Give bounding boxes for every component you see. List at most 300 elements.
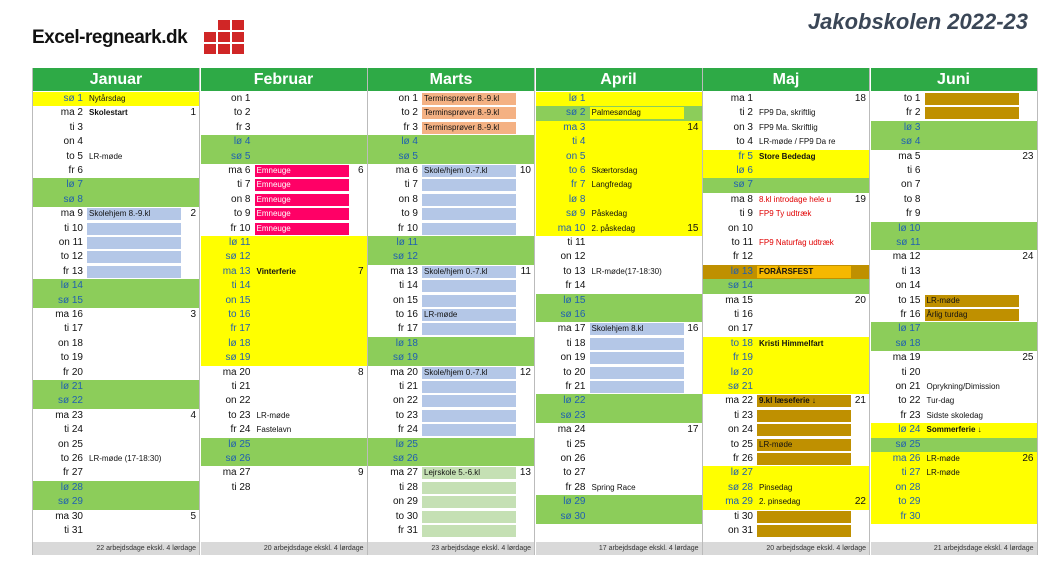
day-label: lø 20 bbox=[730, 366, 753, 378]
day-row[interactable] bbox=[33, 222, 199, 236]
day-row[interactable] bbox=[368, 236, 534, 250]
day-row[interactable] bbox=[33, 250, 199, 264]
event-cell: Skole/hjem 0.-7.kl bbox=[422, 266, 516, 278]
day-label: fr 23 bbox=[900, 409, 921, 421]
event-cell: Tur-dag bbox=[926, 396, 955, 406]
day-row[interactable] bbox=[703, 380, 869, 394]
event-cell: Palmesøndag bbox=[590, 107, 684, 119]
day-row[interactable] bbox=[536, 250, 702, 264]
day-label: ma 17 bbox=[557, 323, 586, 335]
day-row[interactable] bbox=[871, 510, 1037, 524]
day-label: sø 19 bbox=[225, 352, 251, 364]
day-row[interactable] bbox=[33, 294, 199, 308]
day-row[interactable] bbox=[368, 337, 534, 351]
day-row[interactable] bbox=[871, 495, 1037, 509]
day-row[interactable] bbox=[368, 524, 534, 538]
day-row[interactable] bbox=[201, 236, 367, 250]
day-row[interactable] bbox=[871, 279, 1037, 293]
day-row[interactable] bbox=[368, 250, 534, 264]
day-row[interactable] bbox=[201, 135, 367, 149]
day-row[interactable] bbox=[201, 409, 367, 423]
event-cell: Terminsprøver 8.-9.kl bbox=[422, 107, 516, 119]
day-row[interactable] bbox=[871, 481, 1037, 495]
week-number: 9 bbox=[357, 467, 364, 479]
event-cell bbox=[422, 194, 516, 206]
day-row[interactable] bbox=[703, 121, 869, 135]
day-label: to 2 bbox=[233, 107, 251, 119]
day-row[interactable] bbox=[33, 150, 199, 164]
day-row[interactable] bbox=[368, 294, 534, 308]
day-row[interactable] bbox=[33, 481, 199, 495]
day-row[interactable] bbox=[703, 250, 869, 264]
day-row[interactable] bbox=[33, 510, 199, 524]
day-row[interactable] bbox=[33, 351, 199, 365]
day-row[interactable] bbox=[871, 207, 1037, 221]
day-label: on 15 bbox=[225, 294, 251, 306]
day-label: fr 24 bbox=[230, 424, 251, 436]
day-label: lø 14 bbox=[60, 280, 83, 292]
day-row[interactable] bbox=[33, 438, 199, 452]
day-row[interactable] bbox=[703, 409, 869, 423]
day-row[interactable] bbox=[703, 265, 869, 279]
day-row[interactable] bbox=[536, 207, 702, 221]
day-row[interactable] bbox=[33, 135, 199, 149]
day-row[interactable] bbox=[368, 164, 534, 178]
month-header: Maj bbox=[703, 68, 869, 91]
day-row[interactable] bbox=[871, 308, 1037, 322]
day-row[interactable] bbox=[368, 351, 534, 365]
day-label: on 26 bbox=[560, 453, 586, 464]
day-row[interactable] bbox=[536, 236, 702, 250]
day-row[interactable] bbox=[871, 265, 1037, 279]
day-label: lø 25 bbox=[228, 438, 251, 450]
event-cell: Oprykning/Dimission bbox=[926, 382, 1000, 391]
day-row[interactable] bbox=[368, 265, 534, 279]
event-cell bbox=[422, 395, 516, 407]
day-label: fr 16 bbox=[900, 309, 921, 320]
event-cell: LR-møde bbox=[256, 410, 290, 420]
day-row[interactable] bbox=[368, 121, 534, 135]
day-label: ma 24 bbox=[557, 424, 586, 436]
month-footer: 17 arbejdsdage ekskl. 4 lørdage bbox=[536, 542, 702, 555]
day-row[interactable] bbox=[201, 92, 367, 106]
day-label: lø 3 bbox=[903, 121, 921, 133]
event-cell: Store Bededag bbox=[759, 151, 816, 161]
day-label: sø 2 bbox=[566, 107, 586, 119]
event-cell: Kristi Himmelfart bbox=[759, 338, 824, 348]
day-label: to 25 bbox=[730, 438, 753, 450]
day-row[interactable] bbox=[703, 178, 869, 192]
day-label: ma 29 bbox=[725, 496, 753, 508]
day-label: sø 14 bbox=[727, 280, 753, 292]
day-row[interactable] bbox=[201, 106, 367, 120]
day-row[interactable] bbox=[33, 409, 199, 423]
day-label: on 24 bbox=[727, 424, 753, 436]
day-row[interactable] bbox=[536, 452, 702, 466]
day-row[interactable] bbox=[703, 322, 869, 336]
day-label: fr 7 bbox=[571, 179, 586, 191]
day-row[interactable] bbox=[536, 322, 702, 336]
day-row[interactable] bbox=[703, 92, 869, 106]
day-row[interactable] bbox=[871, 466, 1037, 480]
day-label: to 5 bbox=[66, 150, 83, 162]
day-row[interactable] bbox=[201, 438, 367, 452]
day-row[interactable] bbox=[201, 207, 367, 221]
day-row[interactable] bbox=[871, 106, 1037, 120]
month-column bbox=[536, 68, 703, 555]
day-row[interactable] bbox=[536, 193, 702, 207]
day-label: to 27 bbox=[563, 467, 586, 479]
day-row[interactable] bbox=[368, 150, 534, 164]
day-row[interactable] bbox=[536, 481, 702, 495]
day-row[interactable] bbox=[368, 380, 534, 394]
day-row[interactable] bbox=[201, 250, 367, 264]
day-label: on 4 bbox=[63, 136, 83, 148]
day-row[interactable] bbox=[871, 337, 1037, 351]
day-label: ti 13 bbox=[901, 265, 921, 277]
month-header: April bbox=[536, 68, 702, 91]
day-label: fr 19 bbox=[732, 352, 753, 364]
day-row[interactable] bbox=[536, 178, 702, 192]
day-row[interactable] bbox=[871, 164, 1037, 178]
day-row[interactable] bbox=[871, 423, 1037, 437]
day-row[interactable] bbox=[201, 452, 367, 466]
day-row[interactable] bbox=[33, 207, 199, 221]
day-label: ma 30 bbox=[55, 510, 83, 522]
day-row[interactable] bbox=[201, 121, 367, 135]
day-row[interactable] bbox=[33, 423, 199, 437]
day-row[interactable] bbox=[201, 380, 367, 394]
day-label: ma 5 bbox=[898, 150, 921, 162]
day-row[interactable] bbox=[703, 236, 869, 250]
day-row[interactable] bbox=[368, 366, 534, 380]
month-header: Februar bbox=[201, 68, 367, 91]
day-row[interactable] bbox=[201, 466, 367, 480]
day-row[interactable] bbox=[33, 308, 199, 322]
day-row[interactable] bbox=[33, 236, 199, 250]
day-label: ma 23 bbox=[55, 409, 83, 421]
day-row[interactable] bbox=[871, 193, 1037, 207]
day-row[interactable] bbox=[536, 366, 702, 380]
day-row[interactable] bbox=[871, 250, 1037, 264]
day-row[interactable] bbox=[703, 135, 869, 149]
day-row[interactable] bbox=[368, 510, 534, 524]
calendar-grid bbox=[32, 68, 1038, 555]
day-row[interactable] bbox=[703, 164, 869, 178]
day-row[interactable] bbox=[703, 524, 869, 538]
day-row[interactable] bbox=[368, 135, 534, 149]
event-cell bbox=[757, 424, 851, 436]
day-row[interactable] bbox=[368, 178, 534, 192]
day-row[interactable] bbox=[536, 150, 702, 164]
day-row[interactable] bbox=[536, 409, 702, 423]
day-row[interactable] bbox=[33, 164, 199, 178]
day-row[interactable] bbox=[703, 351, 869, 365]
day-row[interactable] bbox=[871, 322, 1037, 336]
day-label: lø 18 bbox=[228, 337, 251, 349]
event-cell: Sidste skoledag bbox=[926, 410, 983, 420]
day-label: on 17 bbox=[727, 323, 753, 335]
day-row[interactable] bbox=[536, 438, 702, 452]
day-label: ma 8 bbox=[730, 193, 753, 205]
event-cell: FP9 Da, skriftlig bbox=[759, 108, 816, 118]
event-cell bbox=[422, 381, 516, 393]
day-row[interactable] bbox=[703, 452, 869, 466]
month-column bbox=[33, 68, 200, 555]
day-row[interactable] bbox=[703, 438, 869, 452]
day-row[interactable] bbox=[201, 366, 367, 380]
day-label: to 15 bbox=[898, 294, 921, 306]
day-row[interactable] bbox=[703, 337, 869, 351]
day-label: fr 17 bbox=[230, 323, 251, 335]
day-row[interactable] bbox=[201, 265, 367, 279]
day-label: ma 13 bbox=[390, 265, 418, 277]
day-row[interactable] bbox=[201, 164, 367, 178]
day-label: ti 7 bbox=[404, 179, 418, 191]
week-number: 23 bbox=[1022, 150, 1034, 162]
day-row[interactable] bbox=[201, 193, 367, 207]
day-row[interactable] bbox=[703, 366, 869, 380]
day-row[interactable] bbox=[201, 178, 367, 192]
day-label: on 10 bbox=[727, 222, 753, 234]
day-row[interactable] bbox=[33, 366, 199, 380]
day-row[interactable] bbox=[33, 193, 199, 207]
day-row[interactable] bbox=[368, 207, 534, 221]
month-footer: 23 arbejdsdage ekskl. 4 lørdage bbox=[368, 542, 534, 555]
day-row[interactable] bbox=[871, 394, 1037, 408]
day-label: on 19 bbox=[560, 352, 586, 364]
day-row[interactable] bbox=[871, 294, 1037, 308]
day-row[interactable] bbox=[33, 178, 199, 192]
day-row[interactable] bbox=[33, 394, 199, 408]
event-cell: Emneuge bbox=[255, 165, 349, 177]
day-row[interactable] bbox=[703, 466, 869, 480]
day-label: ma 22 bbox=[725, 395, 753, 407]
week-number: 4 bbox=[190, 409, 196, 421]
week-number: 5 bbox=[190, 510, 196, 522]
day-row[interactable] bbox=[703, 481, 869, 495]
day-row[interactable] bbox=[201, 423, 367, 437]
day-row[interactable] bbox=[33, 106, 199, 120]
event-cell: Lejrskole 5.-6.kl bbox=[422, 467, 516, 479]
day-row[interactable] bbox=[703, 193, 869, 207]
day-label: lø 8 bbox=[568, 193, 586, 205]
day-label: to 6 bbox=[568, 165, 586, 176]
day-label: sø 5 bbox=[231, 150, 251, 162]
event-cell bbox=[87, 251, 181, 263]
day-row[interactable] bbox=[368, 308, 534, 322]
day-row[interactable] bbox=[368, 92, 534, 106]
day-row[interactable] bbox=[368, 438, 534, 452]
day-row[interactable] bbox=[33, 121, 199, 135]
day-row[interactable] bbox=[536, 423, 702, 437]
week-number: 6 bbox=[357, 165, 364, 176]
day-label: fr 12 bbox=[732, 251, 753, 263]
day-label: ti 7 bbox=[237, 179, 251, 191]
day-row[interactable] bbox=[871, 222, 1037, 236]
day-row[interactable] bbox=[368, 423, 534, 437]
day-row[interactable] bbox=[703, 308, 869, 322]
day-label: fr 13 bbox=[62, 265, 83, 277]
day-row[interactable] bbox=[536, 279, 702, 293]
day-label: sø 12 bbox=[225, 251, 251, 263]
day-row[interactable] bbox=[871, 178, 1037, 192]
day-label: lø 10 bbox=[898, 222, 921, 234]
week-number: 3 bbox=[190, 309, 196, 320]
day-label: lø 18 bbox=[395, 337, 418, 349]
day-row[interactable] bbox=[368, 466, 534, 480]
day-label: fr 10 bbox=[397, 222, 418, 234]
day-row[interactable] bbox=[201, 308, 367, 322]
event-cell bbox=[87, 237, 181, 249]
day-row[interactable] bbox=[871, 135, 1037, 149]
day-label: lø 15 bbox=[563, 294, 586, 306]
week-number: 18 bbox=[854, 93, 866, 104]
day-row[interactable] bbox=[536, 164, 702, 178]
day-label: fr 9 bbox=[906, 208, 921, 220]
week-number: 26 bbox=[1022, 453, 1034, 464]
week-number: 15 bbox=[687, 222, 699, 234]
event-cell bbox=[925, 107, 1019, 119]
day-label: ti 27 bbox=[901, 467, 921, 479]
day-row[interactable] bbox=[33, 380, 199, 394]
day-row[interactable] bbox=[536, 308, 702, 322]
day-row[interactable] bbox=[33, 495, 199, 509]
day-row[interactable] bbox=[536, 337, 702, 351]
day-label: to 9 bbox=[233, 208, 251, 220]
day-label: to 1 bbox=[903, 93, 921, 104]
day-row[interactable] bbox=[368, 222, 534, 236]
day-row[interactable] bbox=[368, 495, 534, 509]
day-row[interactable] bbox=[33, 452, 199, 466]
day-label: lø 7 bbox=[66, 179, 83, 191]
day-row[interactable] bbox=[703, 510, 869, 524]
event-cell: LR-møde(17-18:30) bbox=[591, 266, 662, 276]
day-label: fr 2 bbox=[906, 107, 921, 119]
day-row[interactable] bbox=[871, 150, 1037, 164]
day-row[interactable] bbox=[536, 394, 702, 408]
day-row[interactable] bbox=[871, 409, 1037, 423]
day-row[interactable] bbox=[368, 394, 534, 408]
day-row[interactable] bbox=[703, 150, 869, 164]
day-label: sø 25 bbox=[895, 438, 921, 450]
day-row[interactable] bbox=[368, 193, 534, 207]
day-row[interactable] bbox=[368, 322, 534, 336]
day-row[interactable] bbox=[33, 466, 199, 480]
day-row[interactable] bbox=[201, 337, 367, 351]
day-row[interactable] bbox=[871, 366, 1037, 380]
day-row[interactable] bbox=[33, 279, 199, 293]
day-row[interactable] bbox=[201, 150, 367, 164]
day-row[interactable] bbox=[368, 279, 534, 293]
day-row[interactable] bbox=[33, 92, 199, 106]
day-row[interactable] bbox=[368, 409, 534, 423]
day-row[interactable] bbox=[871, 236, 1037, 250]
event-cell: Langfredag bbox=[591, 180, 632, 190]
day-row[interactable] bbox=[201, 481, 367, 495]
day-row[interactable] bbox=[536, 294, 702, 308]
day-row[interactable] bbox=[201, 394, 367, 408]
day-row[interactable] bbox=[871, 438, 1037, 452]
day-row[interactable] bbox=[536, 466, 702, 480]
day-row[interactable] bbox=[536, 92, 702, 106]
day-row[interactable] bbox=[871, 351, 1037, 365]
day-row[interactable] bbox=[33, 337, 199, 351]
day-label: ti 28 bbox=[399, 481, 418, 493]
day-row[interactable] bbox=[536, 265, 702, 279]
day-row[interactable] bbox=[703, 423, 869, 437]
event-cell: LR-møde bbox=[422, 309, 516, 321]
day-row[interactable] bbox=[201, 222, 367, 236]
day-row[interactable] bbox=[703, 207, 869, 221]
day-row[interactable] bbox=[703, 279, 869, 293]
day-label: sø 26 bbox=[392, 453, 418, 464]
day-row[interactable] bbox=[368, 452, 534, 466]
day-row[interactable] bbox=[536, 222, 702, 236]
day-row[interactable] bbox=[536, 510, 702, 524]
day-row[interactable] bbox=[33, 322, 199, 336]
day-row[interactable] bbox=[536, 135, 702, 149]
day-label: ma 15 bbox=[725, 294, 753, 306]
day-label: lø 4 bbox=[401, 136, 418, 148]
day-row[interactable] bbox=[368, 481, 534, 495]
day-row[interactable] bbox=[201, 279, 367, 293]
week-number: 21 bbox=[854, 395, 866, 407]
day-row[interactable] bbox=[33, 265, 199, 279]
day-row[interactable] bbox=[201, 322, 367, 336]
day-label: to 20 bbox=[563, 366, 586, 378]
day-label: sø 5 bbox=[398, 150, 418, 162]
event-cell bbox=[757, 410, 851, 422]
day-row[interactable] bbox=[536, 351, 702, 365]
day-row[interactable] bbox=[33, 524, 199, 538]
day-row[interactable] bbox=[536, 380, 702, 394]
day-label: fr 20 bbox=[62, 366, 83, 378]
month-header: Marts bbox=[368, 68, 534, 91]
day-label: ma 13 bbox=[222, 265, 251, 277]
day-row[interactable] bbox=[703, 294, 869, 308]
day-label: sø 8 bbox=[63, 193, 83, 205]
day-row[interactable] bbox=[871, 121, 1037, 135]
day-label: ti 31 bbox=[64, 525, 83, 536]
day-label: on 29 bbox=[392, 496, 418, 508]
day-row[interactable] bbox=[703, 495, 869, 509]
day-row[interactable] bbox=[201, 351, 367, 365]
day-row[interactable] bbox=[703, 106, 869, 120]
event-cell: LR-møde (17-18:30) bbox=[89, 454, 162, 463]
day-row[interactable] bbox=[703, 394, 869, 408]
day-row[interactable] bbox=[871, 452, 1037, 466]
day-row[interactable] bbox=[871, 92, 1037, 106]
day-row[interactable] bbox=[536, 121, 702, 135]
day-label: sø 21 bbox=[727, 381, 753, 392]
day-row[interactable] bbox=[536, 495, 702, 509]
day-row[interactable] bbox=[368, 106, 534, 120]
week-number: 20 bbox=[854, 294, 866, 306]
month-footer: 20 arbejdsdage ekskl. 4 lørdage bbox=[201, 542, 367, 555]
day-label: sø 1 bbox=[63, 93, 83, 104]
event-cell bbox=[422, 295, 516, 307]
day-row[interactable] bbox=[871, 380, 1037, 394]
day-label: to 8 bbox=[903, 193, 921, 205]
day-row[interactable] bbox=[703, 222, 869, 236]
day-label: on 28 bbox=[895, 481, 921, 493]
month-header: Januar bbox=[33, 68, 199, 91]
week-number: 24 bbox=[1022, 251, 1034, 263]
day-row[interactable] bbox=[536, 106, 702, 120]
day-row[interactable] bbox=[201, 294, 367, 308]
day-label: on 18 bbox=[57, 337, 83, 349]
